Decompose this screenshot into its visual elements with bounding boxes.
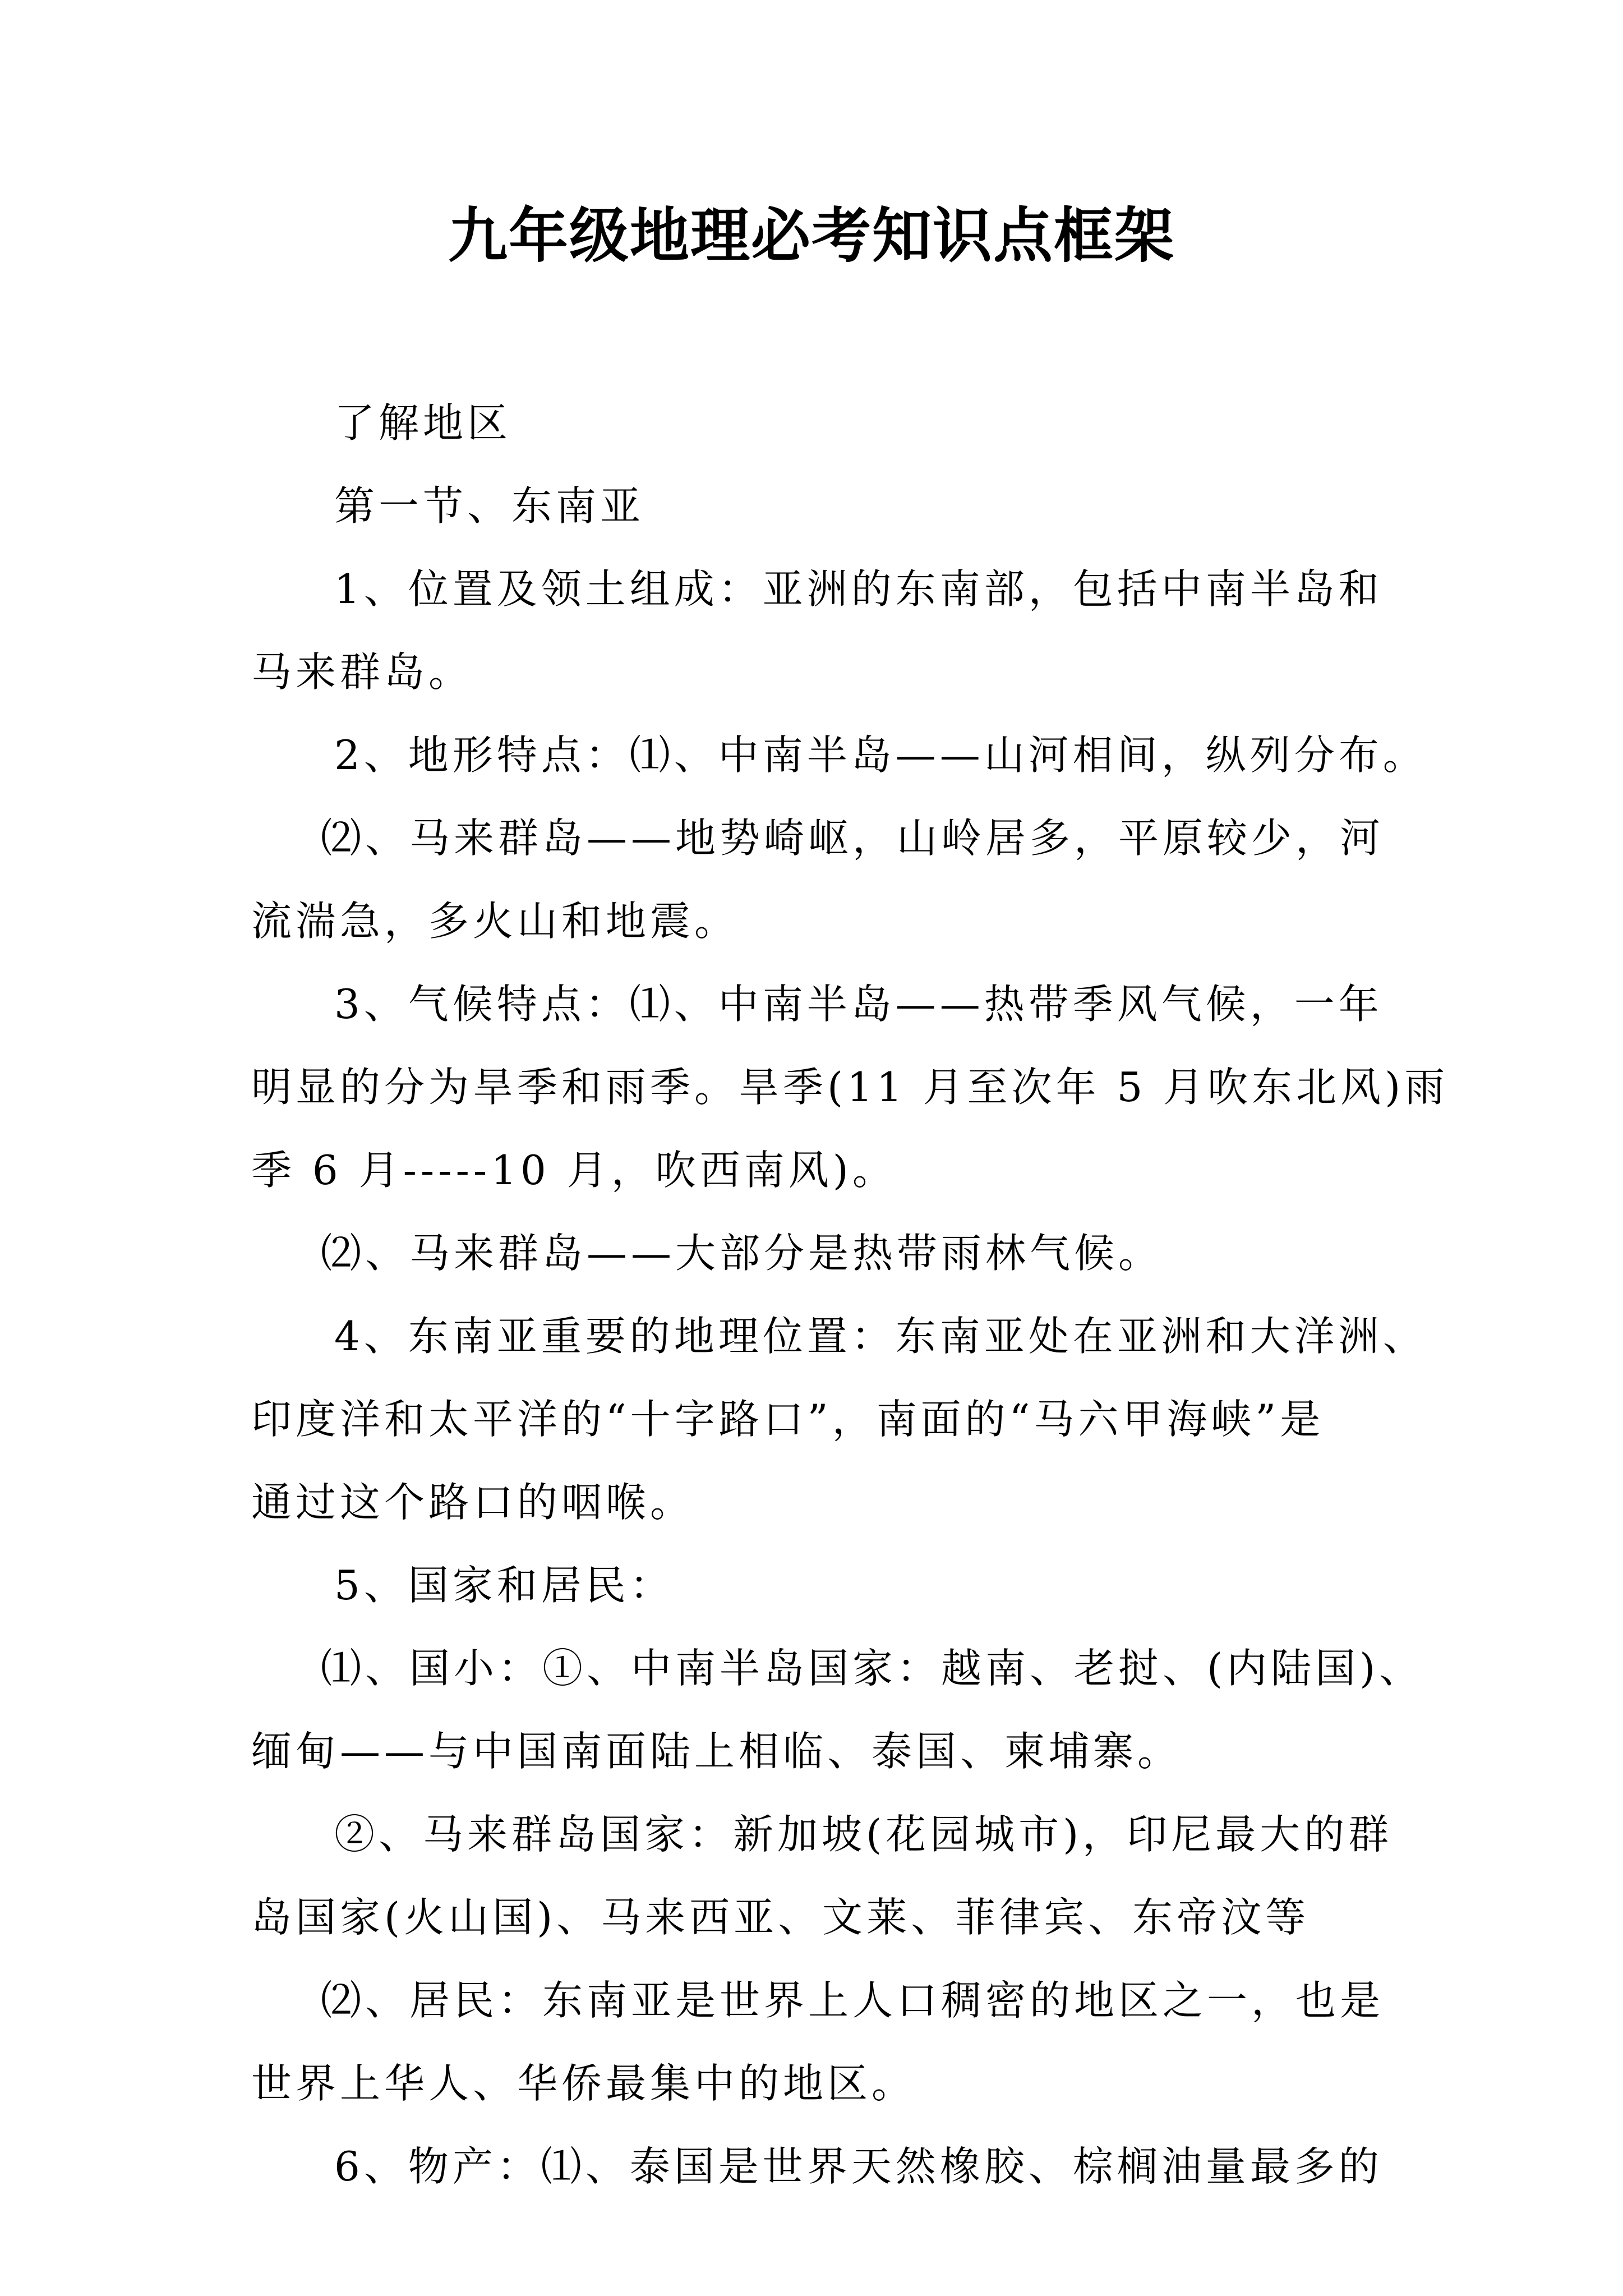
text-line: ⑵、马来群岛——地势崎岖，山岭居多，平原较少，河 bbox=[321, 815, 1385, 862]
text-line: 马来群岛。 bbox=[251, 648, 473, 696]
text-line: 流湍急，多火山和地震。 bbox=[251, 898, 739, 945]
text-line: 1、位置及领土组成：亚洲的东南部，包括中南半岛和 bbox=[334, 565, 1383, 613]
text-line: 岛国家(火山国)、马来西亚、文莱、菲律宾、东帝汶等 bbox=[251, 1894, 1310, 1941]
text-line: ⑵、居民：东南亚是世界上人口稠密的地区之一，也是 bbox=[321, 1977, 1385, 2024]
document-body bbox=[251, 381, 1449, 2208]
text-line: 6、物产：⑴、泰国是世界天然橡胶、棕榈油量最多的 bbox=[334, 2143, 1383, 2190]
text-line: 世界上华人、华侨最集中的地区。 bbox=[251, 2060, 916, 2107]
text-line: 5、国家和居民： bbox=[334, 1562, 674, 1609]
text-line: 了解地区 bbox=[334, 399, 512, 447]
text-line: 3、气候特点：⑴、中南半岛——热带季风气候，一年 bbox=[334, 981, 1383, 1028]
text-line: 印度洋和太平洋的“十字路口”，南面的“马六甲海峡”是 bbox=[251, 1396, 1325, 1443]
text-line: 4、东南亚重要的地理位置：东南亚处在亚洲和大洋洲、 bbox=[334, 1313, 1427, 1360]
text-line: ⑴、国小：①、中南半岛国家：越南、老挝、(内陆国)、 bbox=[321, 1645, 1424, 1692]
text-line: ⑵、马来群岛——大部分是热带雨林气候。 bbox=[321, 1230, 1163, 1277]
text-line: 明显的分为旱季和雨季。旱季(11 月至次年 5 月吹东北风)雨 bbox=[251, 1064, 1449, 1111]
text-line: 第一节、东南亚 bbox=[334, 482, 645, 530]
document-title: 九年级地理必考知识点框架 bbox=[448, 200, 1175, 270]
text-line: ②、马来群岛国家：新加坡(花园城市)，印尼最大的群 bbox=[334, 1811, 1393, 1858]
text-line: 通过这个路口的咽喉。 bbox=[251, 1479, 695, 1526]
text-line: 季 6 月-----10 月，吹西南风)。 bbox=[251, 1147, 897, 1194]
text-line: 2、地形特点：⑴、中南半岛——山河相间，纵列分布。 bbox=[334, 731, 1427, 779]
text-line: 缅甸——与中国南面陆上相临、泰国、柬埔寨。 bbox=[251, 1728, 1182, 1775]
